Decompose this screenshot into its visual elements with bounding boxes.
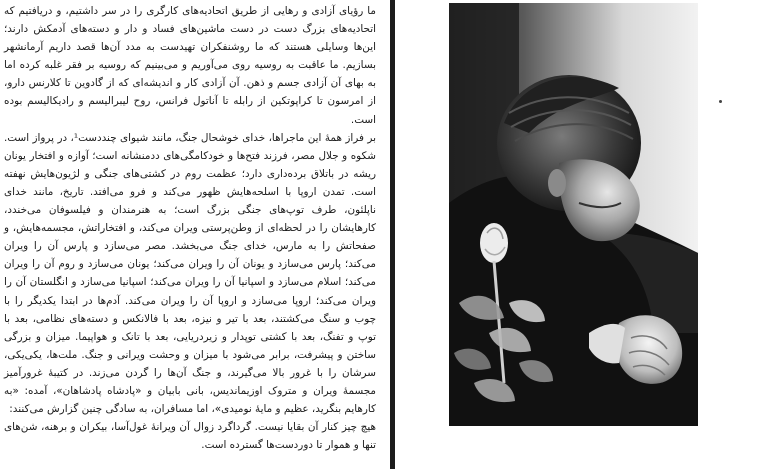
paragraph-2: بر فراز همهٔ این ماجراها، خدای خوشحال جنگ، مانند شیوای چنددست¹، در پرواز است. شکوه و جلال مصر، فرزند فتح‌ها و خودکامگی‌های ددمنشانه است؛ آوازه و افتخار یونان ریشه در باتلاق برده‌داری دارد؛ عظمت روم در کشتی‌های جنگی و لژیون‌هایش نهفته است. تمدن اروپا با اسلحه‌هایش ظهور می‌کند و فرو می‌افتد. تاریخ، مانند خدای ناپلئون، طرف توپ‌های جنگی بزرگ است؛ به هنرمندان و فیلسوفان می‌خندد، کارهایشان را در لحظه‌ای از وطن‌پرستی ویران می‌کند، و افتخاراتش، مجسمه‌هایش، و صفحاتش را به مارس، خدای جنگ می‌بخشد. مصر می‌سازد و پارس آن را ویران می‌کند؛ پارس می‌سازد و یونان آن را ویران می‌کند؛ یونان می‌سازد و روم آن را ویران می‌کند؛ اسلام می‌سازد و اسپانیا آن را ویران می‌کند؛ اسپانیا می‌سازد و انگلستان آن را ویران می‌کند؛ اروپا می‌سازد و اروپا آن را ویران می‌کند. آدم‌ها در ابتدا یکدیگر را با چوب و سنگ می‌کشتند، بعد با تیر و نیزه، بعد با فالانکس و دسته‌های نظامی، بعد با توپ و تفنگ، بعد با کشتی توپدار و زیردریایی، بعد با تانک و هواپیما. میزان و بزرگی ساختن و پیشرفت، برابر می‌شود با میزان و وحشت ویرانی و جنگ. ملت‌ها، یکی‌یکی، سرشان را با غرور بالا می‌گیرند، و جنگ آن‌ها را گردن می‌زند. در کتیبهٔ غرورآمیز مجسمهٔ ویران و متروک اوزیماندیس، بانی بابیان و «پادشاه پادشاهان»، آمده: «به کارهایم بنگرید، عظیم و مایهٔ نومیدی»، اما مسافران، به سادگی چنین گزارش می‌کنند: — [4, 131, 376, 416]
speck — [719, 100, 722, 103]
paragraph-1: ما رؤیای آزادی و رهایی از طریق اتحادیه‌های کارگری را در سر داشتیم، و دریافتیم که اتحادیه‌های بزرگ دست در دست ماشین‌های فساد و دار و دسته‌های آدمکش دارند؛ این‌ها وسایلی هستند که ما روشنفکران تهیدست به مدد آن‌ها قصد داریم آرمانشهر بسازیم. ما عاقبت به روسیه روی می‌آوریم و می‌بینیم که روسیه بر فقر غلبه کرده اما به بهای آن آزادی جسم و ذهن. آن آزادی کار و اندیشه‌ای که از گادوین تا کلارنس دارو، از امرسون تا کراپوتکین از رابله تا آناتول فرانس، روح لیبرالیسم و رادیکالیسم بوده است. — [4, 5, 376, 126]
right-page — [395, 0, 768, 469]
grieving-man-photo-icon — [449, 3, 698, 426]
paragraph-3: هیچ چیز کنار آن بقایا نیست. گرداگرد زوال آن ویرانهٔ غول‌آسا، بیکران و برهنه، شن‌های تنها و هموار تا دوردست‌ها گسترده است. — [4, 421, 376, 452]
body-text — [4, 2, 376, 454]
